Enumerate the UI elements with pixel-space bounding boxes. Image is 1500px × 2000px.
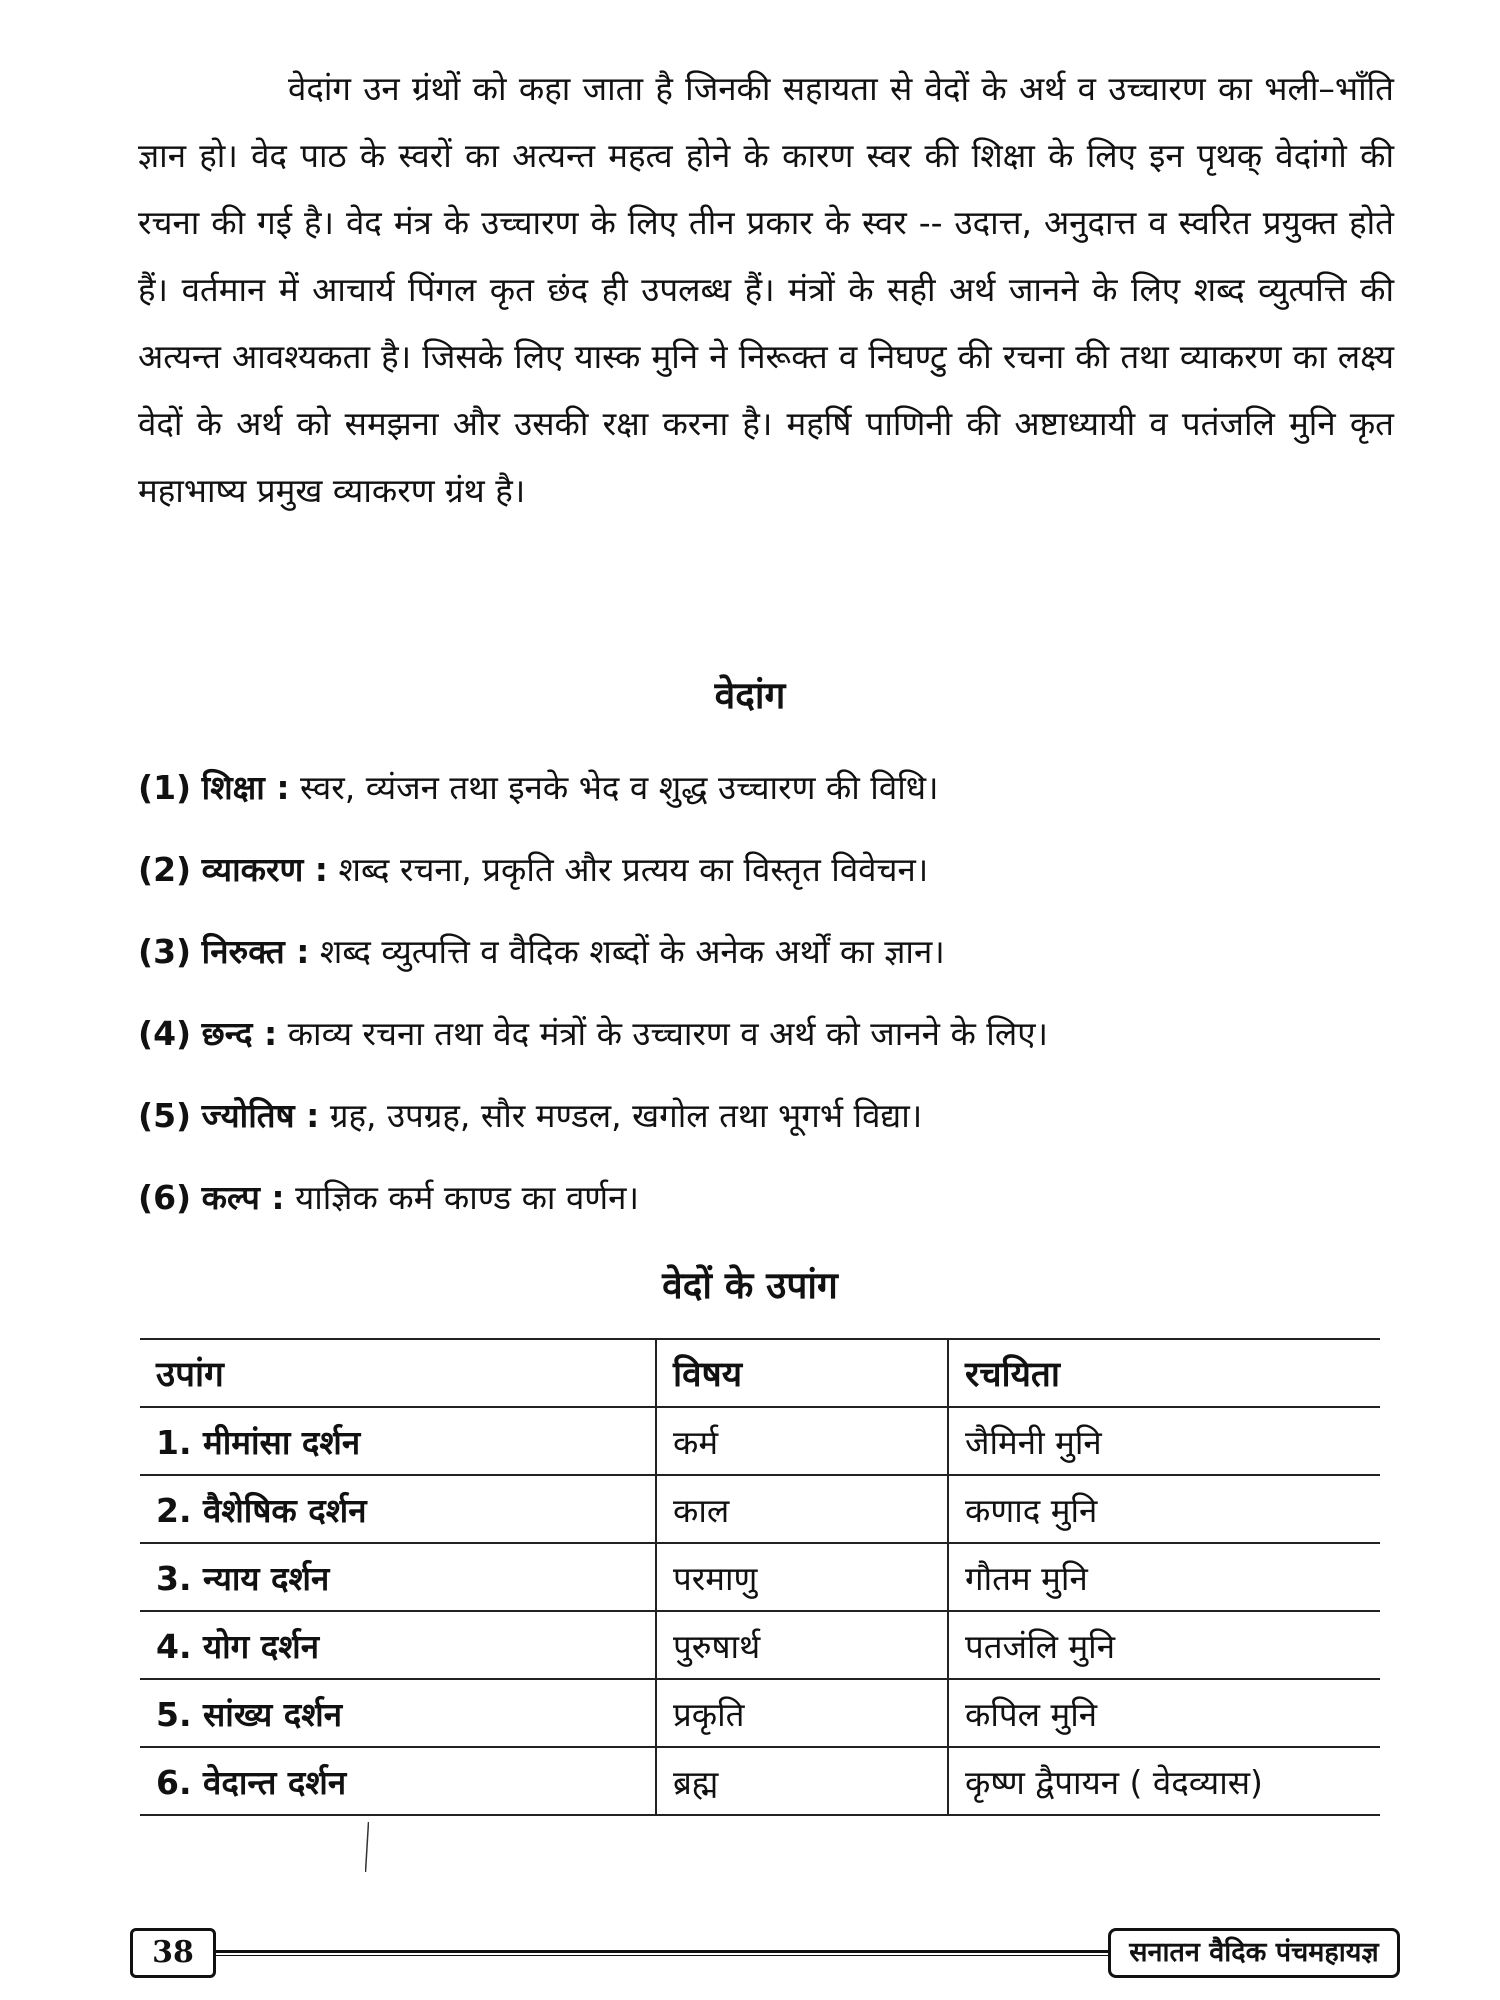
item-description: ग्रह, उपग्रह, सौर मण्डल, खगोल तथा भूगर्भ विद्या। (329, 1096, 923, 1135)
item-number: (6) (138, 1178, 192, 1217)
item-number: (4) (138, 1014, 192, 1053)
table-cell: 4. योग दर्शन (140, 1611, 656, 1679)
item-description: शब्द व्युत्पत्ति व वैदिक शब्दों के अनेक अर्थों का ज्ञान। (319, 932, 945, 971)
item-number: (5) (138, 1096, 192, 1135)
item-number: (1) (138, 768, 192, 807)
intro-paragraph: वेदांग उन ग्रंथों को कहा जाता है जिनकी सहायता से वेदों के अर्थ व उच्चारण का भली–भाँति ज्ञान हो। वेद पाठ के स्वरों का अत्यन्त महत्व होने के कारण स्वर की शिक्षा के लिए इन पृथक् वेदांगो की रचना की गई है। वेद मंत्र के उच्चारण के लिए तीन प्रकार के स्वर -- उदात्त, अनुदात्त व स्वरित प्रयुक्त होते हैं। वर्तमान में आचार्य पिंगल कृत छंद ही उपलब्ध हैं। मंत्रों के सही अर्थ जानने के लिए शब्द व्युत्पत्ति की अत्यन्त आवश्यकता है। जिसके लिए यास्क मुनि ने निरूक्त व निघण्टु की रचना की तथा व्याकरण का लक्ष्य वेदों के अर्थ को समझना और उसकी रक्षा करना है। महर्षि पाणिनी की अष्टाध्यायी व पतंजलि मुनि कृत महाभाष्य प्रमुख व्याकरण ग्रंथ है। (138, 69, 1394, 510)
table-cell: कृष्ण द्वैपायन ( वेदव्यास) (948, 1747, 1380, 1815)
column-header-upang: उपांग (140, 1339, 656, 1407)
list-item (138, 922, 1398, 1004)
table-cell: कपिल मुनि (948, 1679, 1380, 1747)
column-header-rachayita: रचयिता (948, 1339, 1380, 1407)
list-item (138, 840, 1398, 922)
list-item (138, 1004, 1398, 1086)
table-cell: गौतम मुनि (948, 1543, 1380, 1611)
item-term: ज्योतिष : (201, 1096, 320, 1135)
table-row (140, 1407, 1380, 1475)
item-description: शब्द रचना, प्रकृति और प्रत्यय का विस्तृत विवेचन। (338, 850, 929, 889)
list-item (138, 1086, 1398, 1168)
table-cell: 5. सांख्य दर्शन (140, 1679, 656, 1747)
table-row (140, 1747, 1380, 1815)
vedang-heading: वेदांग (714, 674, 786, 717)
vedang-list (138, 758, 1398, 1250)
table-header-row (140, 1339, 1380, 1407)
item-description: काव्य रचना तथा वेद मंत्रों के उच्चारण व अर्थ को जानने के लिए। (287, 1014, 1048, 1053)
list-item (138, 1168, 1398, 1250)
column-header-vishay: विषय (656, 1339, 948, 1407)
table-cell: कर्म (656, 1407, 948, 1475)
table-cell: 6. वेदान्त दर्शन (140, 1747, 656, 1815)
table-row (140, 1679, 1380, 1747)
table-cell: प्रकृति (656, 1679, 948, 1747)
item-number: (3) (138, 932, 192, 971)
pen-stroke-mark (365, 1822, 369, 1872)
table-cell: काल (656, 1475, 948, 1543)
page-footer (130, 1928, 1400, 1984)
table-cell: 1. मीमांसा दर्शन (140, 1407, 656, 1475)
item-term: निरुक्त : (201, 932, 310, 971)
list-item (138, 758, 1398, 840)
item-term: छन्द : (201, 1014, 278, 1053)
table-cell: जैमिनी मुनि (948, 1407, 1380, 1475)
item-number: (2) (138, 850, 192, 889)
table-row (140, 1543, 1380, 1611)
item-description: याज्ञिक कर्म काण्ड का वर्णन। (295, 1178, 639, 1217)
item-description: स्वर, व्यंजन तथा इनके भेद व शुद्ध उच्चारण की विधि। (300, 768, 939, 807)
table-row (140, 1611, 1380, 1679)
item-term: कल्प : (201, 1178, 285, 1217)
table-cell: 3. न्याय दर्शन (140, 1543, 656, 1611)
table-cell: परमाणु (656, 1543, 948, 1611)
upang-heading: वेदों के उपांग (662, 1264, 838, 1307)
footer-rule (216, 1950, 1108, 1956)
table-cell: पुरुषार्थ (656, 1611, 948, 1679)
table-cell: 2. वैशेषिक दर्शन (140, 1475, 656, 1543)
table-row (140, 1475, 1380, 1543)
item-term: शिक्षा : (201, 768, 290, 807)
table-cell: कणाद मुनि (948, 1475, 1380, 1543)
book-title: सनातन वैदिक पंचमहायज्ञ (1108, 1928, 1400, 1978)
item-term: व्याकरण : (201, 850, 328, 889)
table-cell: ब्रह्म (656, 1747, 948, 1815)
page-number: 38 (130, 1928, 216, 1978)
table-cell: पतजंलि मुनि (948, 1611, 1380, 1679)
upang-table (140, 1338, 1380, 1816)
